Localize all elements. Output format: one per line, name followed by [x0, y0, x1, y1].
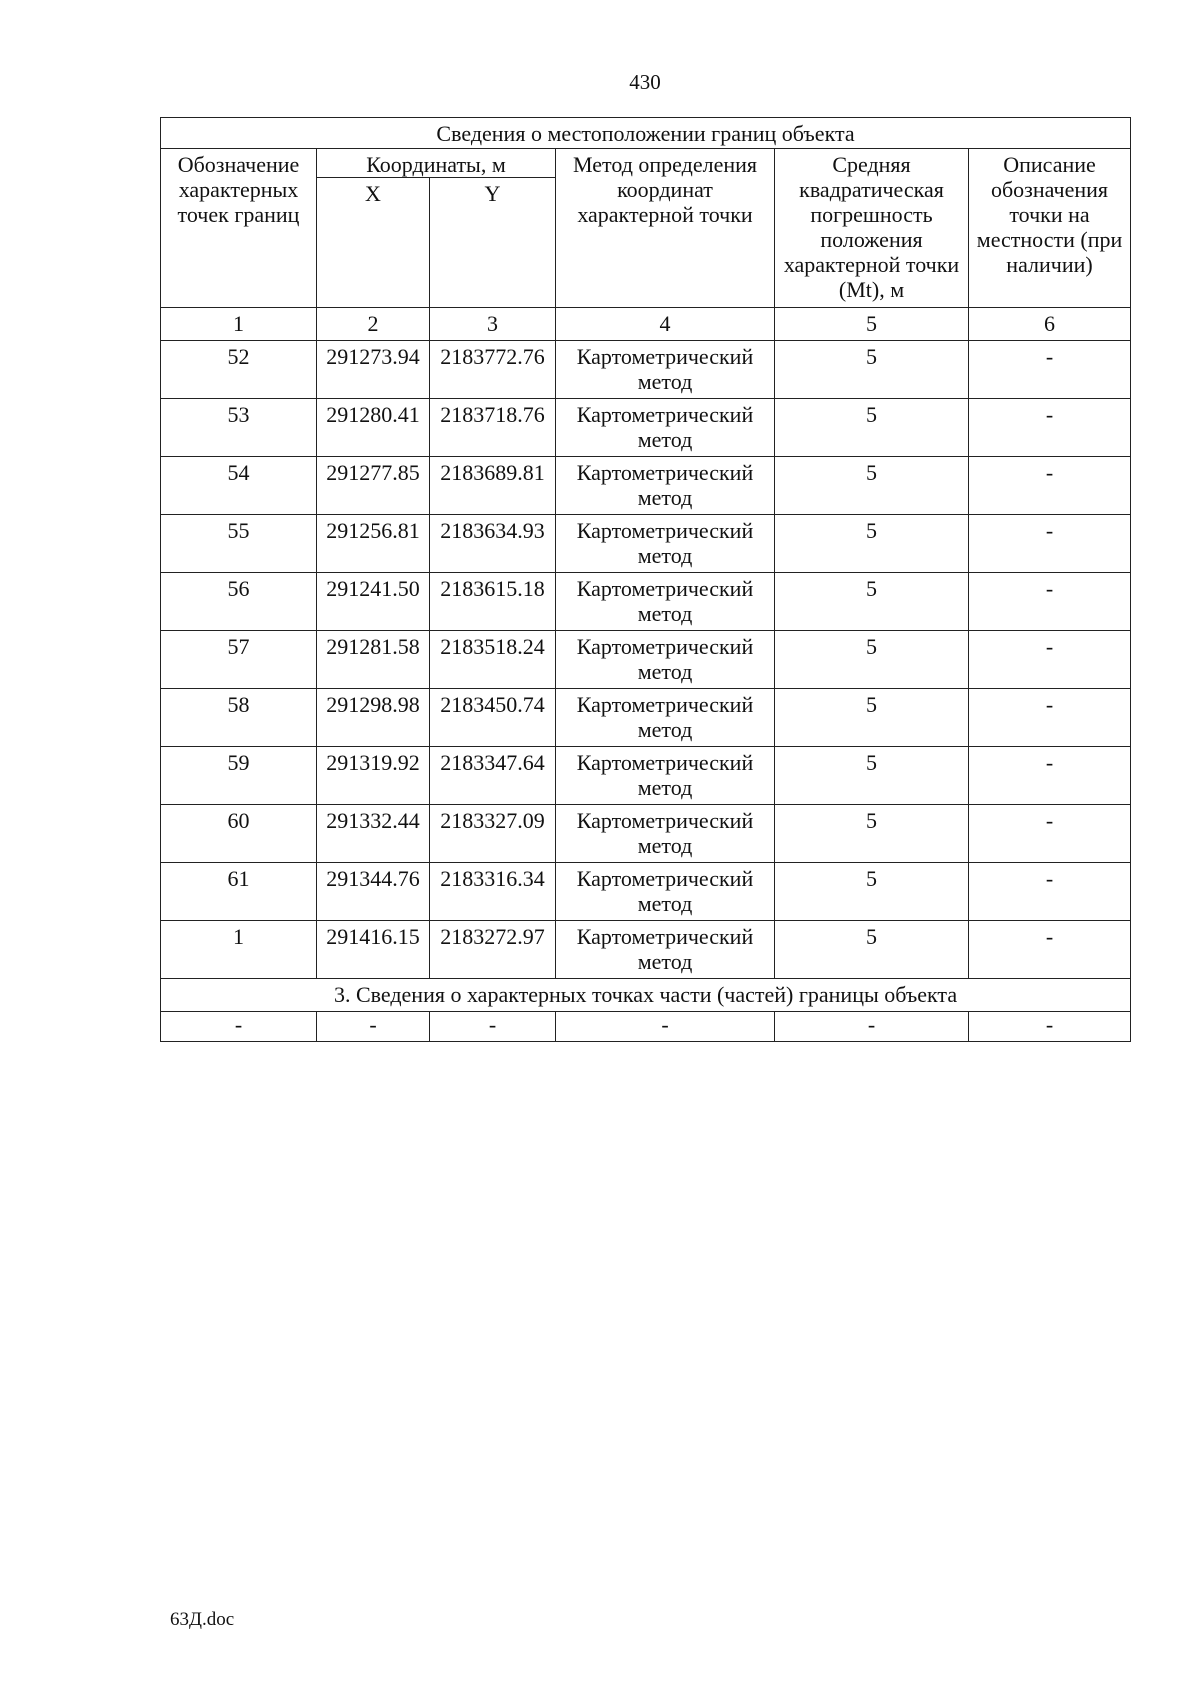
cell-y: 2183316.34	[430, 863, 556, 921]
cell-method: Картометрический метод	[556, 457, 775, 515]
cell-description: -	[969, 863, 1131, 921]
cell-empty: -	[317, 1012, 430, 1042]
cell-point: 1	[161, 921, 317, 979]
cell-method: Картометрический метод	[556, 863, 775, 921]
section-3-heading: 3. Сведения о характерных точках части (частей) границы объекта	[161, 979, 1131, 1012]
cell-point: 56	[161, 573, 317, 631]
cell-description: -	[969, 805, 1131, 863]
cell-y: 2183634.93	[430, 515, 556, 573]
cell-error: 5	[775, 399, 969, 457]
cell-method: Картометрический метод	[556, 747, 775, 805]
header-x: X	[317, 178, 430, 308]
table-row	[161, 747, 1131, 805]
cell-x: 291332.44	[317, 805, 430, 863]
column-number: 6	[969, 308, 1131, 341]
cell-x: 291319.92	[317, 747, 430, 805]
cell-error: 5	[775, 515, 969, 573]
cell-y: 2183615.18	[430, 573, 556, 631]
table-row	[161, 515, 1131, 573]
cell-method: Картометрический метод	[556, 341, 775, 399]
cell-empty: -	[430, 1012, 556, 1042]
header-coordinates: Координаты, м	[317, 149, 556, 178]
header-designation: Обозначение характерных точек границ	[161, 149, 317, 308]
cell-method: Картометрический метод	[556, 921, 775, 979]
cell-y: 2183689.81	[430, 457, 556, 515]
cell-error: 5	[775, 573, 969, 631]
cell-empty: -	[775, 1012, 969, 1042]
cell-empty: -	[161, 1012, 317, 1042]
column-number: 2	[317, 308, 430, 341]
cell-point: 61	[161, 863, 317, 921]
page-number: 430	[629, 70, 661, 94]
cell-x: 291256.81	[317, 515, 430, 573]
cell-method: Картометрический метод	[556, 631, 775, 689]
cell-method: Картометрический метод	[556, 399, 775, 457]
table-row	[161, 573, 1131, 631]
cell-description: -	[969, 573, 1131, 631]
cell-point: 59	[161, 747, 317, 805]
cell-description: -	[969, 341, 1131, 399]
table-row	[161, 689, 1131, 747]
cell-method: Картометрический метод	[556, 689, 775, 747]
cell-x: 291273.94	[317, 341, 430, 399]
cell-y: 2183347.64	[430, 747, 556, 805]
cell-y: 2183272.97	[430, 921, 556, 979]
cell-y: 2183772.76	[430, 341, 556, 399]
cell-error: 5	[775, 457, 969, 515]
cell-point: 55	[161, 515, 317, 573]
header-y: Y	[430, 178, 556, 308]
cell-point: 60	[161, 805, 317, 863]
cell-error: 5	[775, 341, 969, 399]
header-method: Метод определения координат характерной точки	[556, 149, 775, 308]
cell-method: Картометрический метод	[556, 573, 775, 631]
column-number: 4	[556, 308, 775, 341]
cell-y: 2183450.74	[430, 689, 556, 747]
header-description: Описание обозначения точки на местности (при наличии)	[969, 149, 1131, 308]
cell-description: -	[969, 515, 1131, 573]
cell-empty: -	[969, 1012, 1131, 1042]
cell-x: 291281.58	[317, 631, 430, 689]
table-row	[161, 863, 1131, 921]
cell-x: 291416.15	[317, 921, 430, 979]
table-row	[161, 921, 1131, 979]
table-row	[161, 399, 1131, 457]
cell-x: 291344.76	[317, 863, 430, 921]
column-number: 3	[430, 308, 556, 341]
table-row	[161, 341, 1131, 399]
cell-point: 57	[161, 631, 317, 689]
cell-x: 291277.85	[317, 457, 430, 515]
cell-x: 291298.98	[317, 689, 430, 747]
boundary-coordinates-table	[160, 117, 1131, 1042]
cell-error: 5	[775, 631, 969, 689]
footer-filename: 63Д.doc	[170, 1609, 235, 1630]
cell-description: -	[969, 457, 1131, 515]
cell-method: Картометрический метод	[556, 515, 775, 573]
cell-description: -	[969, 747, 1131, 805]
table-row	[161, 457, 1131, 515]
header-error: Средняя квадратическая погрешность положения характерной точки (Mt), м	[775, 149, 969, 308]
cell-y: 2183327.09	[430, 805, 556, 863]
cell-error: 5	[775, 921, 969, 979]
cell-description: -	[969, 689, 1131, 747]
table-row	[161, 805, 1131, 863]
cell-point: 52	[161, 341, 317, 399]
cell-point: 58	[161, 689, 317, 747]
column-number: 5	[775, 308, 969, 341]
cell-y: 2183718.76	[430, 399, 556, 457]
table-title: Сведения о местоположении границ объекта	[161, 118, 1131, 149]
cell-empty: -	[556, 1012, 775, 1042]
cell-x: 291241.50	[317, 573, 430, 631]
cell-error: 5	[775, 689, 969, 747]
cell-error: 5	[775, 805, 969, 863]
cell-error: 5	[775, 747, 969, 805]
cell-method: Картометрический метод	[556, 805, 775, 863]
cell-y: 2183518.24	[430, 631, 556, 689]
cell-point: 54	[161, 457, 317, 515]
cell-description: -	[969, 631, 1131, 689]
column-number: 1	[161, 308, 317, 341]
cell-x: 291280.41	[317, 399, 430, 457]
cell-error: 5	[775, 863, 969, 921]
table-row	[161, 631, 1131, 689]
cell-description: -	[969, 921, 1131, 979]
cell-description: -	[969, 399, 1131, 457]
cell-point: 53	[161, 399, 317, 457]
table-row	[161, 1012, 1131, 1042]
